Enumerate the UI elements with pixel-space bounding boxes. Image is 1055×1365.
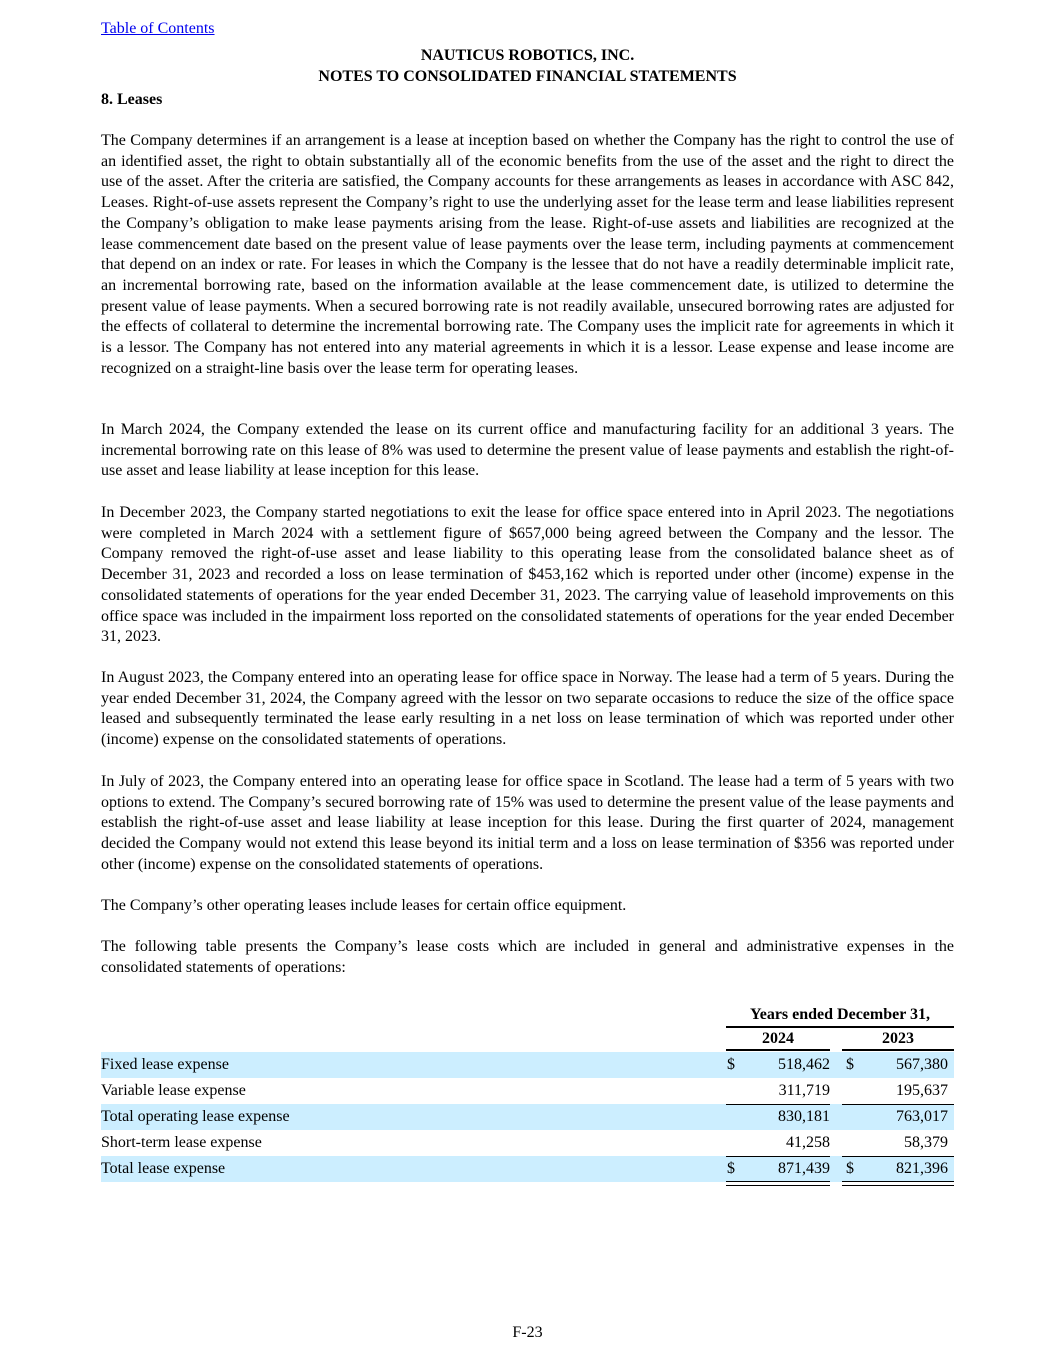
row-label: Short-term lease expense — [101, 1134, 262, 1151]
paragraph-march-2024-extension: In March 2024, the Company extended the lease on its current office and manufacturing facility for an additional 3 years. The incremental borrowing rate on this lease of 8% was used to determine the present value of lease payments and establish the right-of-use asset and lease liability at lease inception for this lease. — [101, 421, 954, 480]
table-row-total-lease-expense — [101, 1156, 954, 1182]
table-row-short-term-lease-expense — [101, 1130, 954, 1156]
table-row-total-operating-lease-expense — [101, 1104, 954, 1130]
paragraph-other-leases: The Company’s other operating leases include leases for certain office equipment. — [101, 897, 627, 914]
subtotal-rule-2024 — [726, 1104, 830, 1105]
value-2024: 518,462 — [778, 1056, 830, 1073]
currency-symbol: $ — [727, 1160, 735, 1177]
paragraph-table-intro: The following table presents the Company’s lease costs which are included in general and administrative expenses in the consolidated statements of operations: — [101, 938, 954, 976]
notes-heading: NOTES TO CONSOLIDATED FINANCIAL STATEMENTS — [318, 68, 737, 85]
currency-symbol: $ — [727, 1056, 735, 1073]
section-title: 8. Leases — [101, 91, 163, 108]
row-label: Fixed lease expense — [101, 1056, 229, 1073]
table-row-variable-lease-expense — [101, 1078, 954, 1104]
value-2024: 41,258 — [786, 1134, 830, 1151]
paragraph-scotland-lease: In July of 2023, the Company entered into an operating lease for office space in Scotland. The lease had a term of 5 years with two options to extend. The Company’s secured borrowing rate of 15% was used to determine the present value of the lease payments and establish the right-of-use asset and lease liability at lease inception for this lease. During the first quarter of 2024, management decided the Company would not extend this lease beyond its initial term and a loss on lease termination of $356 was reported under other (income) expense on the consolidated statements of operations. — [101, 773, 954, 873]
value-2024: 311,719 — [778, 1082, 830, 1099]
total-double-rule-2023 — [842, 1181, 954, 1186]
value-2023: 821,396 — [896, 1160, 948, 1177]
value-2023: 58,379 — [904, 1134, 948, 1151]
currency-symbol: $ — [846, 1160, 854, 1177]
total-double-rule-2024 — [726, 1181, 830, 1186]
value-2023: 567,380 — [896, 1056, 948, 1073]
paragraph-norway-lease: In August 2023, the Company entered into an operating lease for office space in Norway. The lease had a term of 5 years. During the year ended December 31, 2024, the Company agreed with the lessor on two separate occasions to reduce the size of the office space leased and subsequently terminated the lease early resulting in a net loss on lease termination of which was reported under other (income) expense on the consolidated statements of operations. — [101, 669, 954, 749]
table-column-group-header: Years ended December 31, — [726, 1004, 954, 1028]
table-column-header-2023: 2023 — [842, 1028, 954, 1051]
value-2023: 763,017 — [896, 1108, 948, 1125]
row-label: Total lease expense — [101, 1160, 226, 1177]
value-2023: 195,637 — [896, 1082, 948, 1099]
paragraph-december-2023-exit: In December 2023, the Company started negotiations to exit the lease for office space entered into in April 2023. The negotiations were completed in March 2024 with a settlement figure of $657,000 being agreed between the Company and the lessor. The Company removed the right-of-use asset and lease liability to this operating lease from the consolidated balance sheet as of December 31, 2023 and recorded a loss on lease termination of $453,162 which is reported under other (income) expense in the consolidated statements of operations for the year ended December 31, 2023. The carrying value of leasehold improvements on this office space was included in the impairment loss reported on the consolidated statements of operations for the year ended December 31, 2023. — [101, 504, 954, 646]
subtotal-rule-2024 — [726, 1156, 830, 1157]
value-2024: 830,181 — [778, 1108, 830, 1125]
table-row-fixed-lease-expense — [101, 1052, 954, 1078]
value-2024: 871,439 — [778, 1160, 830, 1177]
page-number: F-23 — [512, 1324, 543, 1341]
company-name-heading: NAUTICUS ROBOTICS, INC. — [420, 47, 635, 64]
row-label: Variable lease expense — [101, 1082, 246, 1099]
row-label: Total operating lease expense — [101, 1108, 290, 1125]
table-column-header-2024: 2024 — [726, 1028, 830, 1051]
currency-symbol: $ — [846, 1056, 854, 1073]
subtotal-rule-2023 — [842, 1104, 954, 1105]
table-of-contents-link[interactable]: Table of Contents — [101, 20, 215, 37]
lease-cost-table — [101, 1052, 954, 1182]
paragraph-lease-policy: The Company determines if an arrangement is a lease at inception based on whether the Company has the right to control the use of an identified asset, the right to obtain substantially all of the economic benefits from the use of the asset and the right to direct the use of the asset. After the criteria are satisfied, the Company accounts for these arrangements as leases in accordance with ASC 842, Leases. Right-of-use assets represent the Company’s right to use the underlying asset for the lease term and lease liabilities represent the Company’s obligation to make lease payments arising from the lease. Right-of-use assets and liabilities are recognized at the lease commencement date based on the present value of lease payments over the lease term, including payments at commencement that depend on an index or rate. For leases in which the Company is the lessee that do not have a readily determinable implicit rate, an incremental borrowing rate, based on the information available at the lease commencement date, is utilized to determine the present value of lease payments. When a secured borrowing rate is not readily available, unsecured borrowing rates are adjusted for the effects of collateral to determine the incremental borrowing rate. The Company uses the implicit rate for agreements in which it is a lessor. The Company has not entered into any material agreements in which it is a lessor. Lease expense and lease income are recognized on a straight-line basis over the lease term for operating leases. — [101, 132, 954, 377]
subtotal-rule-2023 — [842, 1156, 954, 1157]
